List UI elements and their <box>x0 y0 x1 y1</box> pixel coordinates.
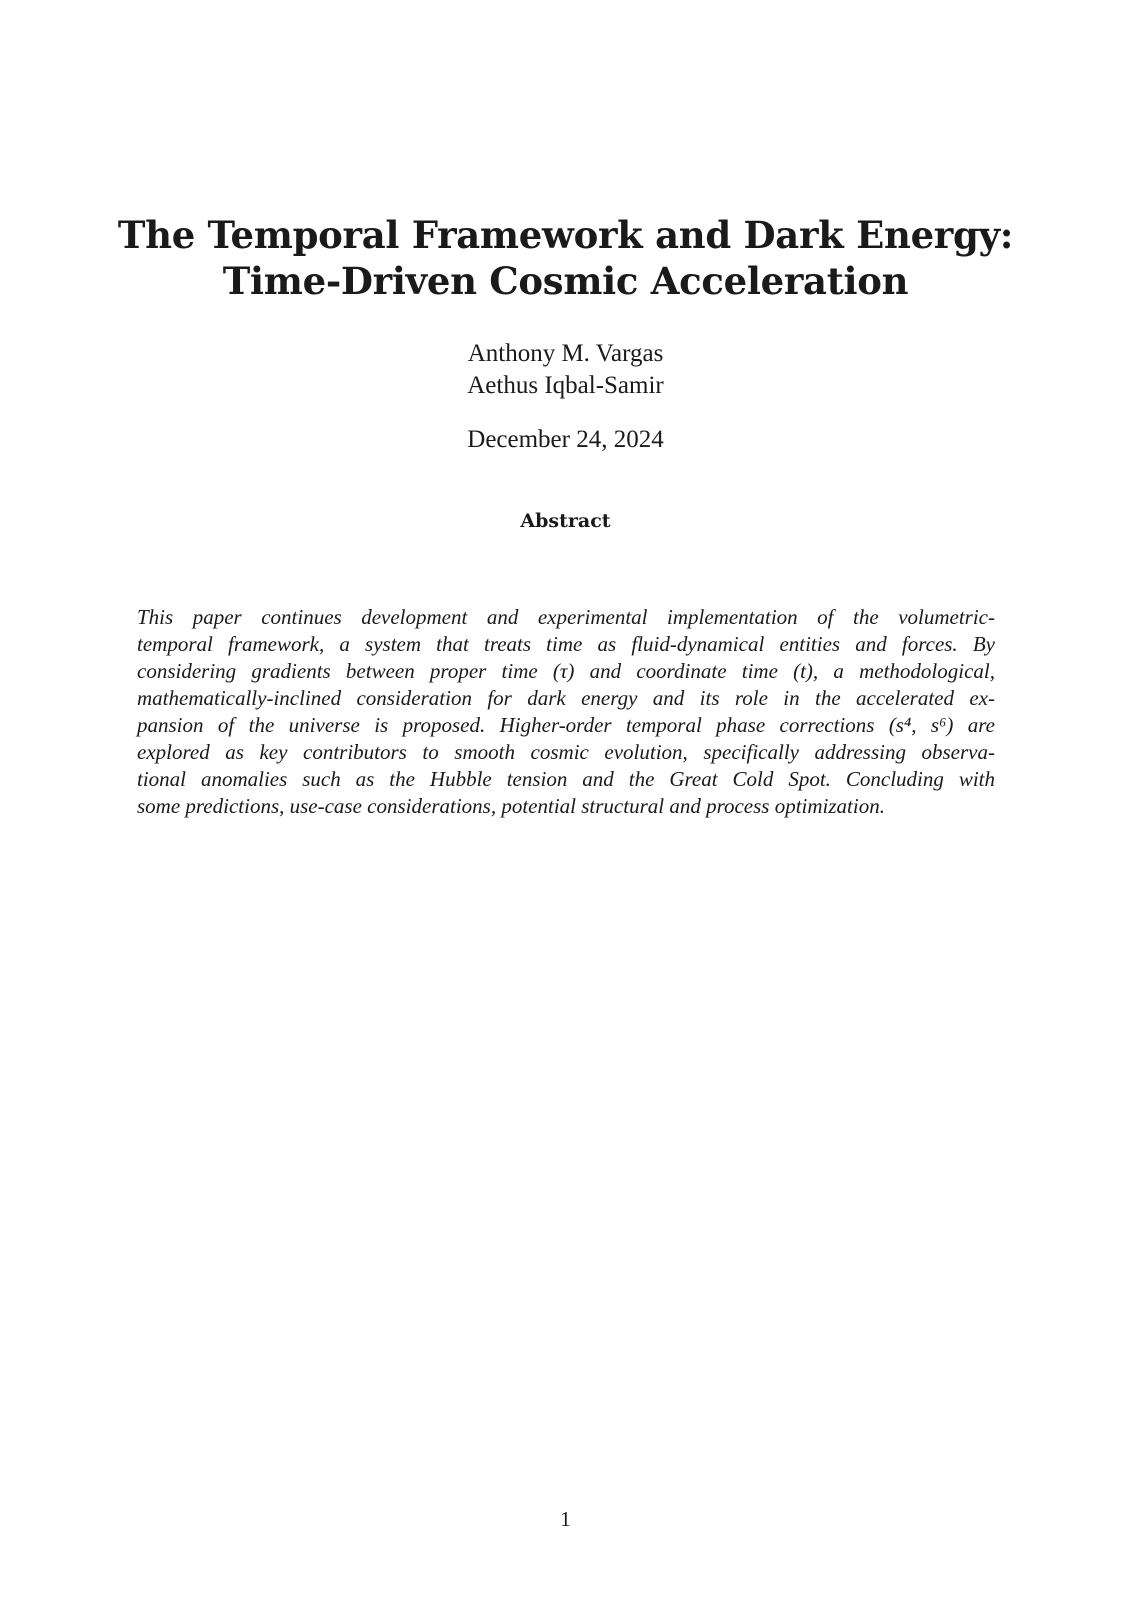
abstract-line: explored as key contributors to smooth cosmic evolution, specifically addressing observa- <box>137 740 995 764</box>
paper-title <box>0 212 1131 304</box>
abstract-line: some predictions, use-case considerations, potential structural and process optimization. <box>137 794 885 818</box>
abstract-line: tional anomalies such as the Hubble tension and the Great Cold Spot. Concluding with <box>137 767 995 791</box>
abstract-body <box>137 604 995 820</box>
abstract-line: This paper continues development and experimental implementation of the volumetric- <box>137 605 995 629</box>
abstract-heading: Abstract <box>520 510 611 532</box>
abstract-line: pansion of the universe is proposed. Higher-order temporal phase corrections (s⁴, s⁶) are <box>137 713 995 737</box>
paper-title-line-1: The Temporal Framework and Dark Energy: <box>117 213 1014 257</box>
abstract-line: considering gradients between proper time (τ) and coordinate time (t), a methodological, <box>137 659 995 683</box>
publication-date: December 24, 2024 <box>467 426 664 453</box>
abstract-line: mathematically-inclined consideration for dark energy and its role in the accelerated ex- <box>137 686 995 710</box>
author-name: Anthony M. Vargas <box>467 340 664 367</box>
abstract-line: temporal framework, a system that treats time as fluid-dynamical entities and forces. By <box>137 632 995 656</box>
page-number: 1 <box>560 1507 571 1531</box>
author-list <box>0 338 1131 402</box>
author-name: Aethus Iqbal-Samir <box>467 372 664 399</box>
paper-title-line-2: Time-Driven Cosmic Acceleration <box>222 259 909 303</box>
